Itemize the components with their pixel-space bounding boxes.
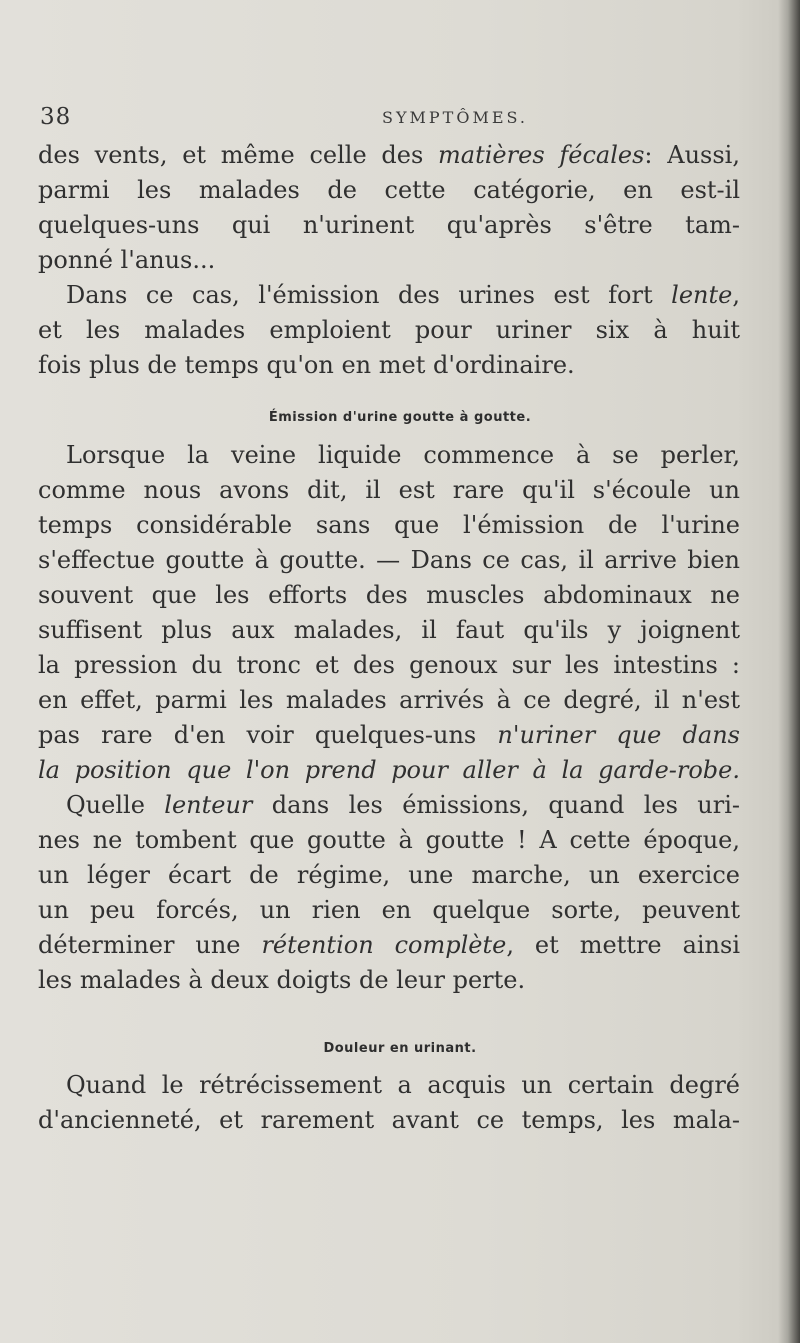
text-line: temps considérable sans que l'émission de l'urine xyxy=(38,511,740,539)
page-number: 38 xyxy=(40,104,72,130)
text-line: pas rare d'en voir quelques-uns n'uriner que dans xyxy=(38,721,740,749)
text-line: un léger écart de régime, une marche, un exercice xyxy=(38,861,740,889)
text-line: Lorsque la veine liquide commence à se perler, xyxy=(66,441,740,469)
text-line: et les malades emploient pour uriner six à huit xyxy=(38,316,740,344)
text-line: la pression du tronc et des genoux sur les intestins : xyxy=(38,651,740,679)
text-line: quelques-uns qui n'urinent qu'après s'être tam- xyxy=(38,211,740,239)
text-line: parmi les malades de cette catégorie, en est-il xyxy=(38,176,740,204)
paragraph-3 xyxy=(38,1068,740,1138)
paragraph-1 xyxy=(38,138,740,383)
text-line: ponné l'anus... xyxy=(38,246,216,274)
text-line: nes ne tombent que goutte à goutte ! A cette époque, xyxy=(38,826,740,854)
text-line: souvent que les efforts des muscles abdominaux ne xyxy=(38,581,740,609)
text-line: Dans ce cas, l'émission des urines est fort lente, xyxy=(66,281,740,309)
section-heading-emission: Émission d'urine goutte à goutte. xyxy=(268,410,532,425)
text-line: s'effectue goutte à goutte. — Dans ce cas, il arrive bien xyxy=(38,546,740,574)
text-line: d'ancienneté, et rarement avant ce temps, les mala- xyxy=(38,1106,740,1134)
text-line: Quand le rétrécissement a acquis un certain degré xyxy=(66,1071,740,1099)
section-heading-douleur: Douleur en urinant. xyxy=(323,1041,477,1056)
page-edge-shadow xyxy=(778,0,800,1343)
text-line: comme nous avons dit, il est rare qu'il s'écoule un xyxy=(38,476,740,504)
text-line: suffisent plus aux malades, il faut qu'ils y joignent xyxy=(38,616,740,644)
text-line: fois plus de temps qu'on en met d'ordinaire. xyxy=(38,351,575,379)
text-line: déterminer une rétention complète, et mettre ainsi xyxy=(38,931,740,959)
text-line: la position que l'on prend pour aller à la garde-robe. xyxy=(38,756,740,784)
text-line: des vents, et même celle des matières fécales: Aussi, xyxy=(38,141,740,169)
text-line: les malades à deux doigts de leur perte. xyxy=(38,966,526,994)
paragraph-2 xyxy=(38,438,740,998)
text-line: en effet, parmi les malades arrivés à ce degré, il n'est xyxy=(38,686,740,714)
text-line: Quelle lenteur dans les émissions, quand les uri- xyxy=(66,791,740,819)
text-line: un peu forcés, un rien en quelque sorte, peuvent xyxy=(38,896,740,924)
running-title: SYMPTÔMES. xyxy=(382,108,528,127)
running-head xyxy=(40,104,740,132)
